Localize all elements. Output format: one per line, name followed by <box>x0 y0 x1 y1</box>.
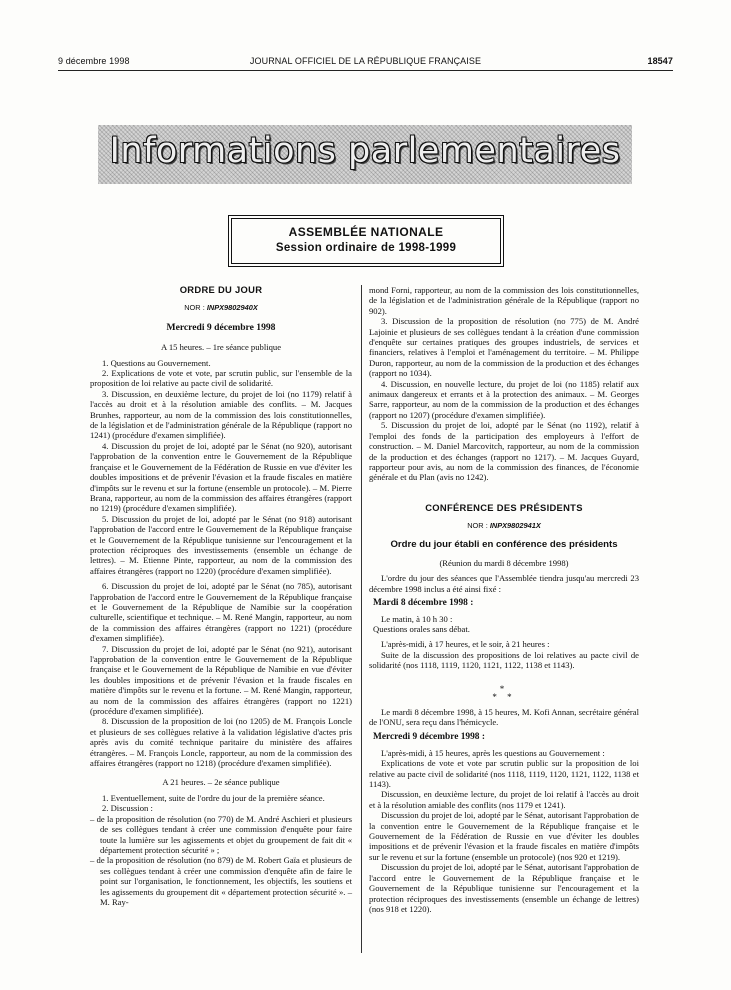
intro-paragraph: L'ordre du jour des séances que l'Assemblée tiendra jusqu'au mercredi 23 décembre 1998 inclus a été ainsi fixé : <box>369 573 639 594</box>
agenda-item: 7. Discussion du projet de loi, adopté par le Sénat (no 921), autorisant l'approbation de la convention entre le Gouvernement de la République française et le Gouvernement de la République de Namibie en vue d'éviter les doubles impositions et de prévenir l'évasion et la fraude fiscales en matière d'impôts sur le revenu et la fortune. – M. René Mangin, rapporteur, au nom de la commission des affaires étrangères (rapport no 1221) (procédure d'examen simplifiée). <box>90 643 352 717</box>
day-heading: Mercredi 9 décembre 1998 <box>166 321 276 333</box>
annan-notice: Le mardi 8 décembre 1998, à 15 heures, M. Kofi Annan, secrétaire général de l'ONU, sera reçu dans l'hémicycle. <box>369 706 639 727</box>
agenda-line: Questions orales sans débat. <box>373 623 470 634</box>
nor-code: INPX9802941X <box>489 521 541 531</box>
day-heading: Mardi 8 décembre 1998 : <box>373 598 474 609</box>
reunion-note: (Réunion du mardi 8 décembre 1998) <box>439 557 569 568</box>
assembly-title: ASSEMBLÉE NATIONALE <box>288 225 444 239</box>
agenda-item: 1. Eventuellement, suite de l'ordre du jour de la première séance. <box>102 792 325 803</box>
seance-heading: A 21 heures. – 2e séance publique <box>162 777 280 788</box>
ordre-title: Ordre du jour établi en conférence des présidents <box>390 538 618 550</box>
right-column <box>369 285 639 914</box>
agenda-paragraph: Discussion du projet de loi, adopté par le Sénat, autorisant l'approbation de l'accord entre le Gouvernement de la République française et le Gouvernement de la République tunisienne sur l'encouragement et la protection réciproques des investissements (ensemble un échange de lettres) (nos 918 et 1220). <box>369 862 639 914</box>
agenda-item: 3. Discussion, en deuxième lecture, du projet de loi (no 1179) relatif à l'accès au droit et à la résolution amiable des conflits. – M. Jacques Brunhes, rapporteur, au nom de la commission des lois constitutionnelles, de la législation et de l'administration générale de la République (rapport no 1241) (procédure d'examen simplifiée). <box>90 388 352 441</box>
nor-reference: NOR : INPX9802941X <box>467 521 541 531</box>
running-header <box>58 56 673 70</box>
section-banner <box>98 125 632 184</box>
assembly-box <box>231 218 501 264</box>
asterism: * * * <box>492 683 516 702</box>
time-heading: L'après-midi, à 15 heures, après les questions au Gouvernement : <box>381 747 605 758</box>
agenda-item: 8. Discussion de la proposition de loi (no 1205) de M. François Loncle et plusieurs de ses collègues relative à la validation législative d'actes pris après avis du comité technique paritaire du ministère des affaires étrangères. – M. François Loncle, rapporteur, au nom de la commission des affaires étrangères (rapport no 1218) (procédure d'examen simplifiée). <box>90 716 352 769</box>
nor-reference: NOR : INPX9802940X <box>184 303 258 313</box>
conference-title: CONFÉRENCE DES PRÉSIDENTS <box>425 501 583 513</box>
dash-list <box>90 814 352 908</box>
dash-item: – de la proposition de résolution (no 879) de M. Robert Gaïa et plusieurs de ses collègues tendant à créer une commission d'enquête afin de faire le point sur l'organisation, le fonctionnement, les objectifs, les soutiens et les agissements du groupement dit « département protection sécurité ». – M. Ray- <box>90 855 352 907</box>
day-heading: Mercredi 9 décembre 1998 : <box>373 732 485 743</box>
header-date: 9 décembre 1998 <box>58 56 130 66</box>
agenda-item: 5. Discussion du projet de loi, adopté par le Sénat (no 918) autorisant l'approbation de l'accord entre le Gouvernement de la République française et le Gouvernement de la République tunisienne sur l'encouragement et la protection réciproques des investissements (ensemble un échange de lettres). – M. Etienne Pinte, rapporteur, au nom de la commission des affaires étrangères (rapport no 1220) (procédure d'examen simplifiée). <box>90 513 352 576</box>
nor-code: INPX9802940X <box>206 303 258 313</box>
time-heading: Le matin, à 10 h 30 : <box>381 613 453 624</box>
agenda-item: 4. Discussion du projet de loi, adopté par le Sénat (no 920), autorisant l'approbation de la convention entre le Gouvernement de la République française et le Gouvernement de la Fédération de Russie en vue d'éviter les doubles impositions et de prévenir l'évasion et la fraude fiscales en matière d'impôts sur le revenu et sur la fortune (ensemble un protocole). – M. Pierre Brana, rapporteur, au nom de la commission des affaires étrangères (rapport no 1219) (procédure d'examen simplifiée). <box>90 440 352 514</box>
left-column <box>90 285 352 907</box>
agenda-item: 2. Explications de vote et vote, par scrutin public, sur l'ensemble de la proposition de loi relative au pacte civil de solidarité. <box>90 368 352 389</box>
seance-heading: A 15 heures. – 1re séance publique <box>160 342 282 353</box>
agenda-item: 1. Questions au Gouvernement. <box>102 357 211 368</box>
agenda-line: Suite de la discussion des propositions de loi relatives au pacte civil de solidarité (nos 1118, 1119, 1120, 1121, 1122, 1138 et 1143). <box>369 649 639 671</box>
agenda-item: 3. Discussion de la proposition de résolution (no 775) de M. André Lajoinie et plusieurs de ses collègues tendant à la création d'une commission d'enquête sur certaines pratiques des groupes industriels, de services et financiers, relatives à l'emploi et l'aménagement du territoire. – M. Philippe Duron, rapporteur, au nom de la commission de la production et des échanges (rapport no 1034). <box>369 316 639 379</box>
agenda-paragraph: Discussion du projet de loi, adopté par le Sénat, autorisant l'approbation de la convention entre le Gouvernement de la République française et le Gouvernement de la Fédération de Russie en vue d'éviter les doubles impositions et de prévenir l'évasion et la fraude fiscales en matière d'impôts sur le revenu et sur la fortune (ensemble un protocole) (nos 920 et 1219). <box>369 810 639 862</box>
agenda-paragraph: Discussion, en deuxième lecture, du projet de loi relatif à l'accès au droit et à la résolution amiable des conflits (nos 1179 et 1241). <box>369 789 639 810</box>
agenda-item: 6. Discussion du projet de loi, adopté par le Sénat (no 785), autorisant l'approbation de l'accord entre le Gouvernement de la République française et le Gouvernement de la République de Namibie sur la coopération culturelle, scientifique et technique. – M. René Mangin, rapporteur, au nom de la commission des affaires étrangères (rapport no 1221) (procédure d'examen simplifiée). <box>90 581 352 644</box>
agenda-item: 5. Discussion du projet de loi, adopté par le Sénat (no 1192), relatif à l'emploi des fonds de la participation des employeurs à l'effort de construction. – M. Daniel Marcovitch, rapporteur, au nom de la commission de la production et des échanges (rapport no 1217). – M. Jacques Guyard, rapporteur pour avis, au nom de la commission des finances, de l'économie générale et du Plan (avis no 1242). <box>369 420 639 483</box>
header-rule <box>58 70 673 71</box>
dash-item: – de la proposition de résolution (no 770) de M. André Aschieri et plusieurs de ses collègues tendant à créer une commission d'enquête pour faire toute la lumière sur les agissements et objet du groupement de fait dit « département protection sécurité » ; <box>90 813 352 855</box>
column-divider <box>361 285 362 953</box>
continued-text: mond Forni, rapporteur, au nom de la commission des lois constitutionnelles, de la législation et de l'administration générale de la République (rapport no 902). <box>369 285 639 316</box>
agenda-item: 4. Discussion, en nouvelle lecture, du projet de loi (no 1185) relatif aux animaux dangereux et errants et à la protection des animaux. – M. Georges Sarre, rapporteur, au nom de la commission de la production et des échanges (rapport no 1207) (procédure d'examen simplifiée). <box>369 378 639 420</box>
time-heading: L'après-midi, à 17 heures, et le soir, à 21 heures : <box>381 639 550 650</box>
ordre-du-jour-title: ORDRE DU JOUR <box>179 284 263 295</box>
assembly-session: Session ordinaire de 1998-1999 <box>275 242 457 254</box>
header-journal: JOURNAL OFFICIEL DE LA RÉPUBLIQUE FRANÇAISE <box>249 56 482 66</box>
agenda-paragraph: Explications de vote et vote par scrutin public sur la proposition de loi relative au pacte civil de solidarité (nos 1118, 1119, 1120, 1121, 1122, 1138 et 1143). <box>369 758 639 790</box>
agenda-item: 2. Discussion : <box>102 803 153 814</box>
header-page-number: 18547 <box>647 56 673 66</box>
banner-title: Informations parlementaires <box>109 131 621 171</box>
